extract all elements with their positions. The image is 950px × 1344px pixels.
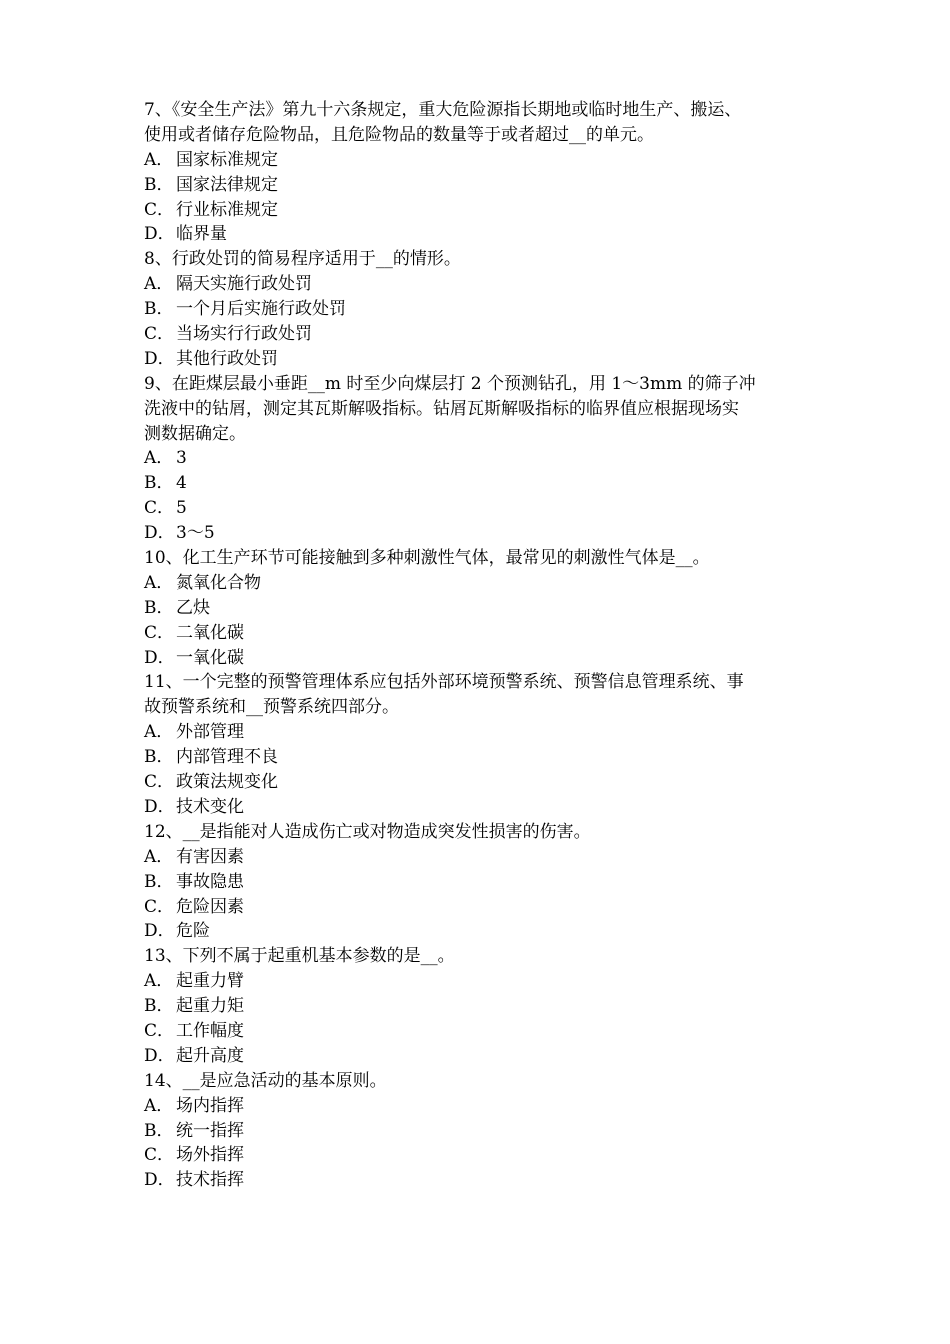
answer-option — [144, 770, 820, 795]
option-letter: C． — [144, 896, 175, 917]
question-text-line: 13、下列不属于起重机基本参数的是__。 — [144, 946, 455, 967]
option-text: 事故隐患 — [176, 871, 244, 892]
answer-option — [144, 646, 820, 671]
option-letter: A． — [144, 846, 174, 867]
option-text: 起重力矩 — [176, 996, 244, 1017]
answer-option — [144, 446, 820, 471]
question-text-line: 14、__是应急活动的基本原则。 — [144, 1070, 387, 1091]
answer-option — [144, 198, 820, 223]
answer-option — [144, 173, 820, 198]
option-text: 当场实行行政处罚 — [176, 324, 312, 345]
option-letter: D． — [144, 647, 175, 668]
option-letter: A． — [144, 448, 174, 469]
answer-option — [144, 1168, 820, 1193]
answer-option — [144, 148, 820, 173]
answer-option — [144, 1094, 820, 1119]
question-text-line: 测数据确定。 — [144, 423, 246, 444]
option-text: 氮氧化合物 — [176, 572, 261, 593]
option-letter: C． — [144, 622, 175, 643]
option-text: 起升高度 — [176, 1045, 244, 1066]
option-text: 起重力臂 — [176, 971, 244, 992]
answer-option — [144, 322, 820, 347]
answer-option — [144, 521, 820, 546]
question-text-line: 10、化工生产环节可能接触到多种刺激性气体，最常见的刺激性气体是__。 — [144, 548, 710, 569]
option-letter: A． — [144, 1095, 174, 1116]
document-page — [144, 98, 820, 1193]
question-block — [144, 372, 820, 546]
question-text-line: 9、在距煤层最小垂距__m 时至少向煤层打 2 个预测钻孔，用 1～3mm 的筛子冲 — [144, 373, 756, 394]
option-text: 行业标准规定 — [176, 199, 278, 220]
answer-option — [144, 969, 820, 994]
answer-option — [144, 571, 820, 596]
answer-option — [144, 297, 820, 322]
question-text-line: 8、行政处罚的简易程序适用于__的情形。 — [144, 249, 461, 270]
question-text-line: 12、__是指能对人造成伤亡或对物造成突发性损害的伤害。 — [144, 821, 591, 842]
answer-option — [144, 745, 820, 770]
option-text: 场外指挥 — [176, 1145, 244, 1166]
option-letter: A． — [144, 971, 174, 992]
option-text: 工作幅度 — [176, 1020, 244, 1041]
question-block — [144, 1069, 820, 1193]
option-text: 统一指挥 — [176, 1120, 244, 1141]
answer-option — [144, 1143, 820, 1168]
option-text: 危险因素 — [176, 896, 244, 917]
answer-option — [144, 496, 820, 521]
option-letter: B． — [144, 996, 174, 1017]
option-letter: C． — [144, 772, 175, 793]
option-text: 外部管理 — [176, 722, 244, 743]
option-letter: B． — [144, 473, 174, 494]
option-text: 技术指挥 — [176, 1170, 244, 1191]
answer-option — [144, 1019, 820, 1044]
answer-option — [144, 471, 820, 496]
option-letter: A． — [144, 274, 174, 295]
option-text: 隔天实施行政处罚 — [176, 274, 312, 295]
option-letter: D． — [144, 1170, 175, 1191]
option-letter: B． — [144, 747, 174, 768]
answer-option — [144, 994, 820, 1019]
question-text-line: 故预警系统和__预警系统四部分。 — [144, 697, 399, 718]
answer-option — [144, 795, 820, 820]
question-text-line: 7、《安全生产法》第九十六条规定，重大危险源指长期地或临时地生产、搬运、 — [144, 100, 742, 120]
option-text: 场内指挥 — [176, 1095, 244, 1116]
question-block — [144, 546, 820, 670]
answer-option — [144, 1044, 820, 1069]
option-letter: B． — [144, 174, 174, 195]
option-text: 4 — [176, 473, 187, 494]
option-letter: D． — [144, 796, 175, 817]
answer-option — [144, 621, 820, 646]
question-block — [144, 944, 820, 1068]
option-letter: A． — [144, 149, 174, 170]
option-text: 一氧化碳 — [176, 647, 244, 668]
option-letter: D． — [144, 921, 175, 942]
option-text: 二氧化碳 — [176, 622, 244, 643]
option-letter: B． — [144, 299, 174, 320]
option-letter: D． — [144, 224, 175, 245]
option-text: 危险 — [176, 921, 210, 942]
option-text: 国家标准规定 — [176, 149, 278, 170]
option-letter: A． — [144, 722, 174, 743]
question-block — [144, 820, 820, 944]
answer-option — [144, 222, 820, 247]
option-text: 政策法规变化 — [176, 772, 278, 793]
option-letter: D． — [144, 348, 175, 369]
answer-option — [144, 272, 820, 297]
question-block — [144, 98, 820, 247]
option-text: 有害因素 — [176, 846, 244, 867]
question-block — [144, 247, 820, 371]
option-letter: D． — [144, 523, 175, 544]
option-letter: C． — [144, 1020, 175, 1041]
option-letter: C． — [144, 199, 175, 220]
answer-option — [144, 870, 820, 895]
answer-option — [144, 720, 820, 745]
option-letter: C． — [144, 1145, 175, 1166]
answer-option — [144, 845, 820, 870]
option-letter: C． — [144, 324, 175, 345]
option-text: 5 — [176, 498, 187, 519]
option-text: 3～5 — [176, 523, 215, 544]
option-letter: A． — [144, 572, 174, 593]
option-text: 国家法律规定 — [176, 174, 278, 195]
answer-option — [144, 895, 820, 920]
option-letter: B． — [144, 597, 174, 618]
option-text: 一个月后实施行政处罚 — [176, 299, 346, 320]
answer-option — [144, 596, 820, 621]
question-text-line: 洗液中的钻屑，测定其瓦斯解吸指标。钻屑瓦斯解吸指标的临界值应根据现场实 — [144, 398, 739, 419]
answer-option — [144, 919, 820, 944]
question-text-line: 使用或者储存危险物品，且危险物品的数量等于或者超过__的单元。 — [144, 124, 654, 145]
option-text: 内部管理不良 — [176, 747, 278, 768]
option-letter: D． — [144, 1045, 175, 1066]
option-text: 技术变化 — [176, 796, 244, 817]
question-text-line: 11、一个完整的预警管理体系应包括外部环境预警系统、预警信息管理系统、事 — [144, 672, 744, 693]
option-text: 其他行政处罚 — [176, 348, 278, 369]
option-text: 乙炔 — [176, 597, 210, 618]
question-block — [144, 670, 820, 819]
option-letter: B． — [144, 871, 174, 892]
option-letter: C． — [144, 498, 175, 519]
answer-option — [144, 347, 820, 372]
answer-option — [144, 1119, 820, 1144]
option-letter: B． — [144, 1120, 174, 1141]
option-text: 3 — [176, 448, 187, 469]
option-text: 临界量 — [176, 224, 227, 245]
